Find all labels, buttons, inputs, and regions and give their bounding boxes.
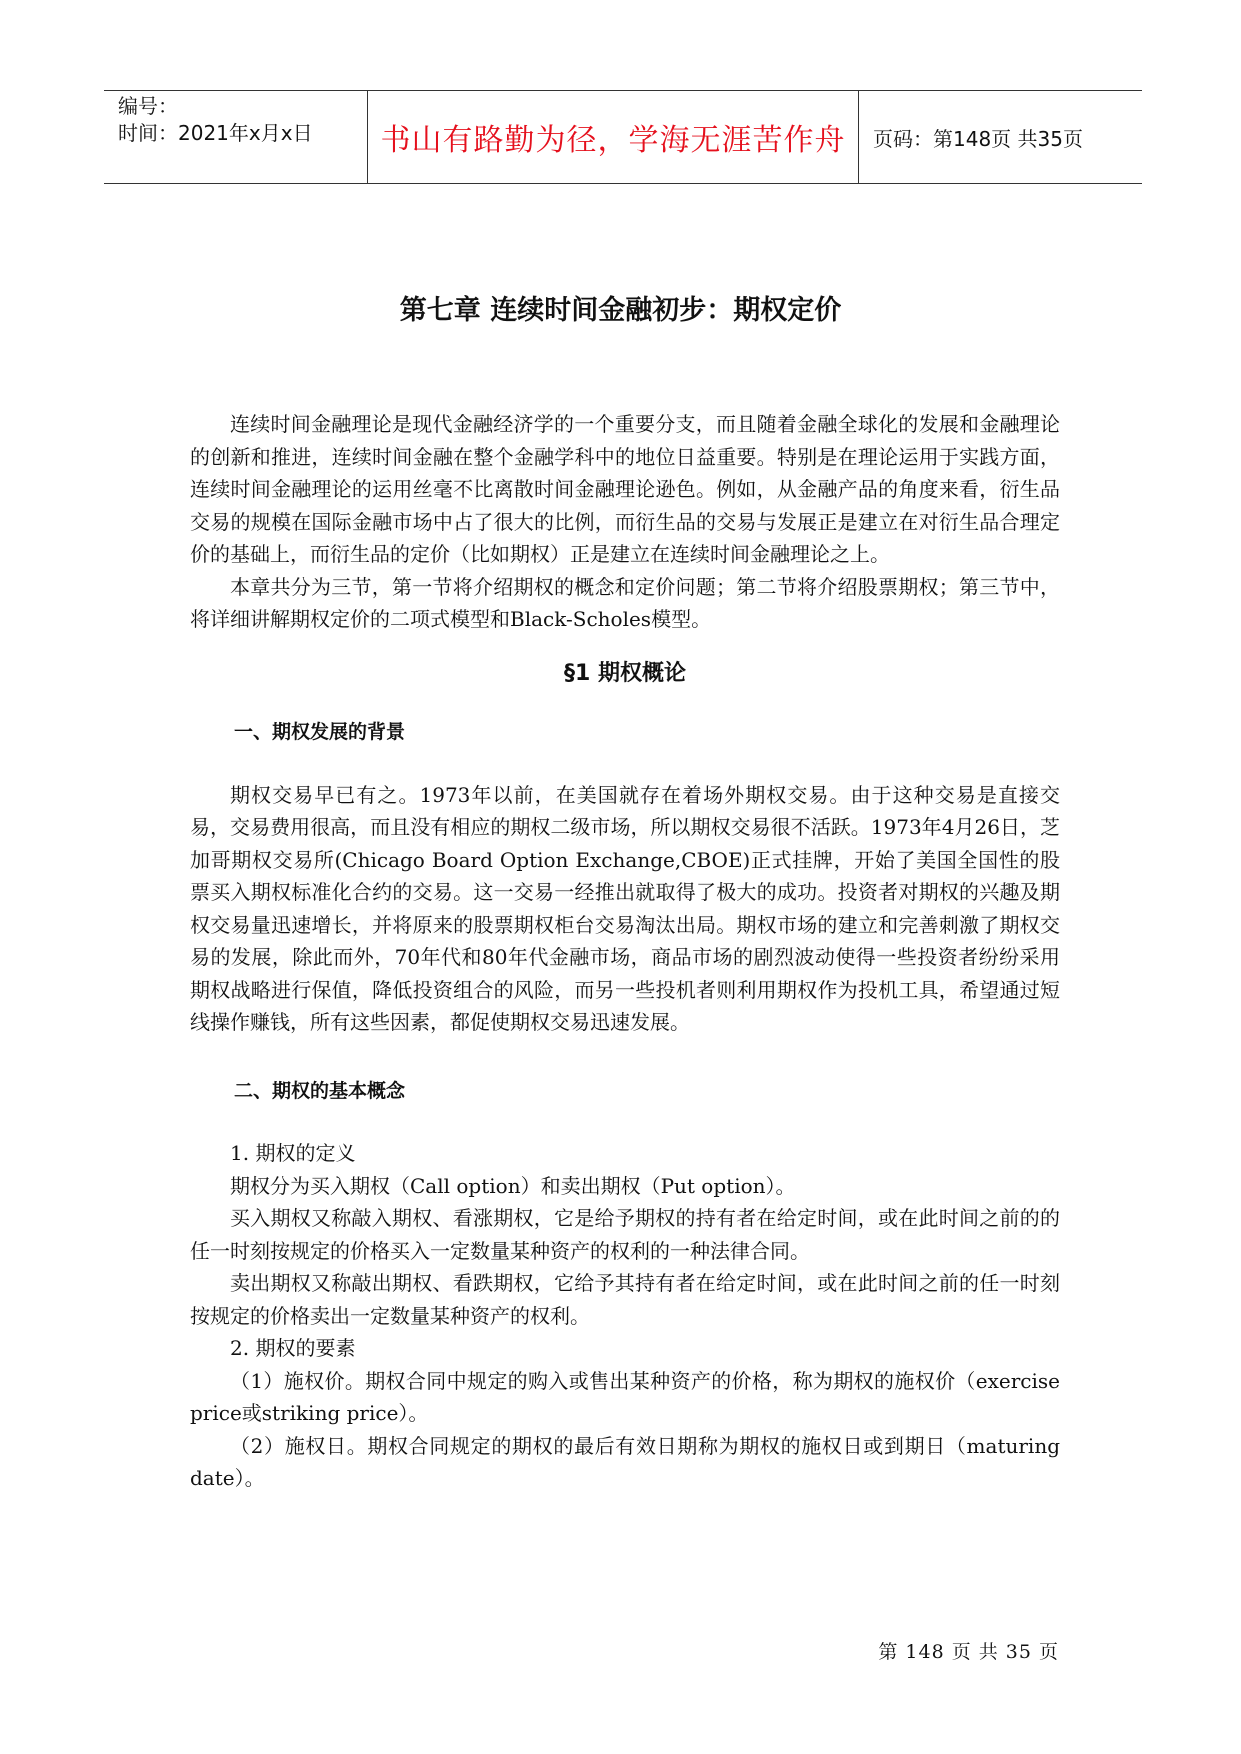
element-maturing-date: （2）施权日。期权合同规定的期权的最后有效日期称为期权的施权日或到期日（maturing date）。 bbox=[190, 1433, 1060, 1490]
element-exercise-price: （1）施权价。期权合同中规定的购入或售出某种资产的价格，称为期权的施权价（exercise price或striking price）。 bbox=[190, 1368, 1060, 1425]
definition-paragraph-3: 卖出期权又称敲出期权、看跌期权，它给予其持有者在给定时间，或在此时间之前的任一时刻按规定的价格卖出一定数量某种资产的权利。 bbox=[190, 1271, 1060, 1328]
definition-paragraph-2: 买入期权又称敲入期权、看涨期权，它是给予期权的持有者在给定时间，或在此时间之前的的任一时刻按规定的价格买入一定数量某种资产的权利的一种法律合同。 bbox=[190, 1206, 1060, 1263]
section-title: §1 期权概论 bbox=[564, 660, 686, 686]
intro-paragraph-1: 连续时间金融理论是现代金融经济学的一个重要分支，而且随着金融全球化的发展和金融理论的创新和推进，连续时间金融在整个金融学科中的地位日益重要。特别是在理论运用于实践方面，连续时间金融理论的运用丝毫不比离散时间金融理论逊色。例如，从金融产品的角度来看，衍生品交易的规模在国际金融市场中占了很大的比例，而衍生品的交易与发展正是建立在对衍生品合理定价的基础上，而衍生品的定价（比如期权）正是建立在连续时间金融理论之上。 bbox=[190, 412, 1060, 566]
intro-paragraph-2: 本章共分为三节，第一节将介绍期权的概念和定价问题；第二节将介绍股票期权；第三节中，将详细讲解期权定价的二项式模型和Black-Scholes模型。 bbox=[190, 574, 1060, 631]
page-header bbox=[104, 90, 1142, 184]
number-label: 编号： bbox=[118, 94, 178, 118]
header-meta bbox=[104, 91, 368, 183]
background-paragraph: 期权交易早已有之。1973年以前，在美国就存在着场外期权交易。由于这种交易是直接交易，交易费用很高，而且没有相应的期权二级市场，所以期权交易很不活跃。1973年4月26日，芝加哥期权交易所(Chicago Board Option Exchange,CBOE)正式挂牌，开始了美国全国性的股票买入期权标准化合约的交易。这一交易一经推出就取得了极大的成功。投资者对期权的兴趣及期权交易量迅速增长，并将原来的股票期权柜台交易淘汰出局。期权市场的建立和完善刺激了期权交易的发展，除此而外，70年代和80年代金融市场，商品市场的剧烈波动使得一些投资者纷纷采用期权战略进行保值，降低投资组合的风险，而另一些投机者则利用期权作为投机工具，希望通过短线操作赚钱，所有这些因素，都促使期权交易迅速发展。 bbox=[190, 782, 1060, 1034]
elements-heading: 2. 期权的要素 bbox=[230, 1336, 356, 1360]
chapter-title: 第七章 连续时间金融初步：期权定价 bbox=[399, 295, 842, 326]
page-footer: 第 148 页 共 35 页 bbox=[878, 1641, 1059, 1663]
header-page-info: 页码：第148页 共35页 bbox=[873, 126, 1083, 151]
header-motto: 书山有路勤为径，学海无涯苦作舟 bbox=[368, 91, 859, 183]
subsection-title-2: 二、期权的基本概念 bbox=[234, 1079, 406, 1102]
subsection-title-1: 一、期权发展的背景 bbox=[234, 721, 406, 743]
time-label: 时间：2021年x月x日 bbox=[118, 121, 313, 145]
definition-paragraph-1: 期权分为买入期权（Call option）和卖出期权（Put option）。 bbox=[230, 1173, 796, 1198]
definition-heading: 1. 期权的定义 bbox=[230, 1141, 356, 1165]
document-body bbox=[190, 408, 1060, 1495]
